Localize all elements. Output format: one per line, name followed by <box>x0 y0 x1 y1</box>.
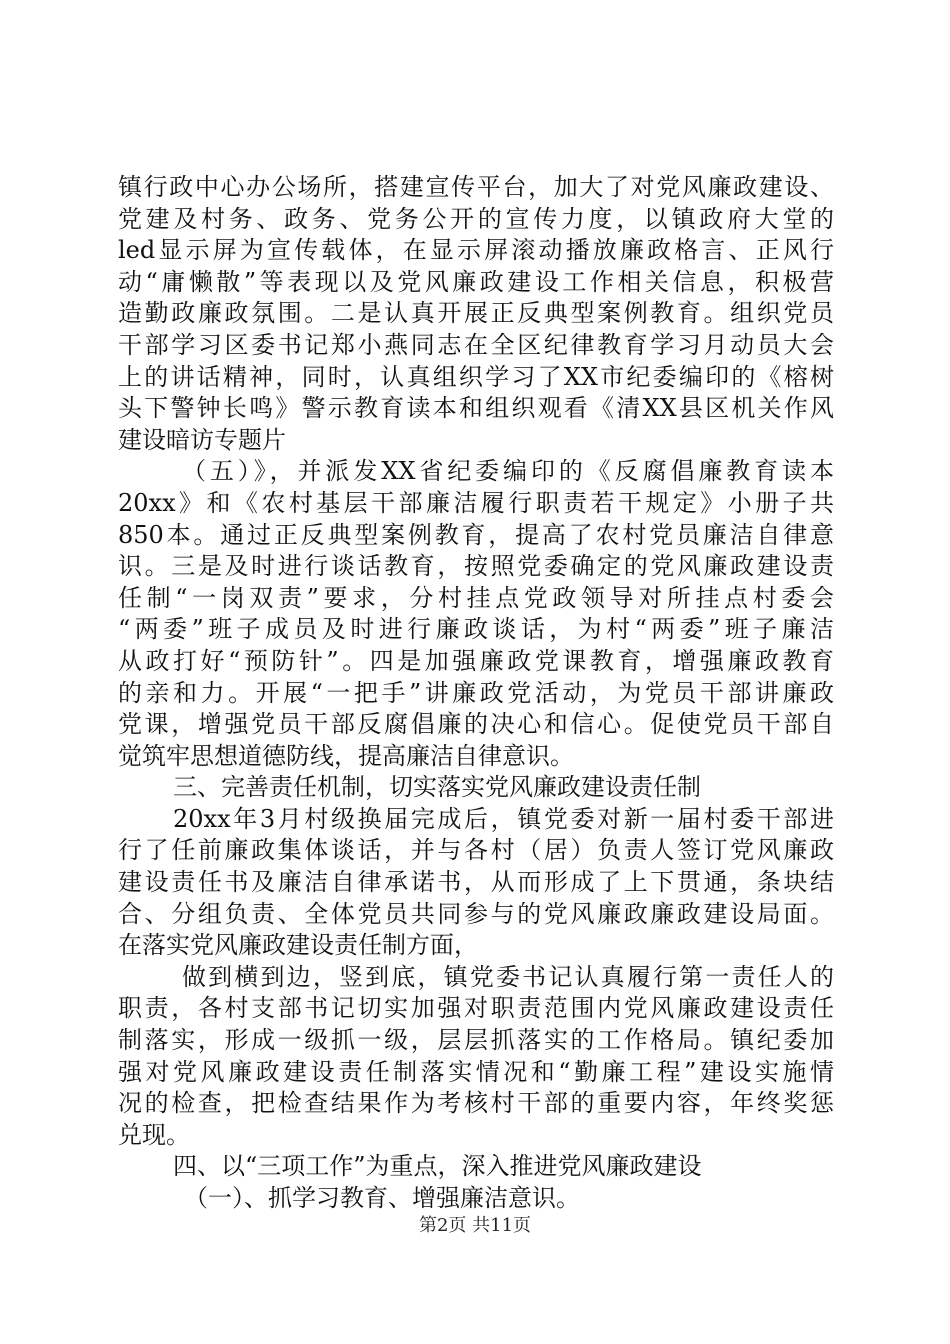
text-line: 造勤政廉政氛围。二是认真开展正反典型案例教育。组织党员 <box>118 299 834 328</box>
text-line: 做到横到边，竖到底，镇党委书记认真履行第一责任人的 <box>182 962 834 991</box>
text-line: 头下警钟长鸣》警示教育读本和组织观看《清XX县区机关作风 <box>118 394 834 423</box>
text-line: 建设责任书及廉洁自律承诺书，从而形成了上下贯通，条块结 <box>118 868 834 897</box>
text-line: 况的检查，把检查结果作为考核村干部的重要内容，年终奖惩 <box>118 1089 834 1118</box>
text-line: 兑现。 <box>118 1120 190 1149</box>
text-line: 制落实，形成一级抓一级，层层抓落实的工作格局。镇纪委加 <box>118 1026 834 1055</box>
text-line: 行了任前廉政集体谈话，并与各村（居）负责人签订党风廉政 <box>118 836 834 865</box>
text-line: 动“庸懒散”等表现以及党风廉政建设工作相关信息，积极营 <box>118 267 834 296</box>
text-line: 的亲和力。开展“一把手”讲廉政党活动，为党员干部讲廉政 <box>118 678 834 707</box>
text-line: 从政打好“预防针”。四是加强廉政党课教育，增强廉政教育 <box>118 646 834 675</box>
text-line: 党建及村务、政务、党务公开的宣传力度，以镇政府大堂的 <box>118 204 834 233</box>
text-line: 建设暗访专题片 <box>118 425 286 454</box>
text-line: 任制“一岗双责”要求，分村挂点党政领导对所挂点村委会 <box>118 583 834 612</box>
text-line: 在落实党风廉政建设责任制方面， <box>118 931 478 960</box>
text-line: 上的讲话精神，同时，认真组织学习了XX市纪委编印的《榕树 <box>118 362 834 391</box>
text-line: 合、分组负责、全体党员共同参与的党风廉政廉政建设局面。 <box>118 899 834 928</box>
page-number-label: 第2页 共11页 <box>418 1215 532 1236</box>
text-line: led显示屏为宣传载体，在显示屏滚动播放廉政格言、正风行 <box>118 236 834 265</box>
document-body <box>118 172 834 1215</box>
text-line: 识。三是及时进行谈话教育，按照党委确定的党风廉政建设责 <box>118 552 834 581</box>
section-heading: 四、以“三项工作”为重点，深入推进党风廉政建设 <box>173 1152 702 1181</box>
text-line: 强对党风廉政建设责任制落实情况和“勤廉工程”建设实施情 <box>118 1057 834 1086</box>
text-line: 党课，增强党员干部反腐倡廉的决心和信心。促使党员干部自 <box>118 710 834 739</box>
text-line: 职责，各村支部书记切实加强对职责范围内党风廉政建设责任 <box>118 994 834 1023</box>
section-heading: 三、完善责任机制，切实落实党风廉政建设责任制 <box>173 773 701 802</box>
text-line: 干部学习区委书记郑小燕同志在全区纪律教育学习月动员大会 <box>118 330 834 359</box>
text-line: 850本。通过正反典型案例教育，提高了农村党员廉洁自律意 <box>118 520 834 549</box>
text-line: 20xx年3月村级换届完成后，镇党委对新一届村委干部进 <box>173 804 834 833</box>
sub-heading: （一）、抓学习教育、增强廉洁意识。 <box>184 1184 580 1212</box>
text-line: （五）》，并派发XX省纪委编印的《反腐倡廉教育读本 <box>182 457 834 486</box>
text-line: 20xx》和《农村基层干部廉洁履行职责若干规定》小册子共 <box>118 488 834 517</box>
text-line: 镇行政中心办公场所，搭建宣传平台，加大了对党风廉政建设、 <box>118 173 834 201</box>
text-line: 觉筑牢思想道德防线，提高廉洁自律意识。 <box>118 741 574 770</box>
page-footer <box>0 1211 950 1237</box>
text-line: “两委”班子成员及时进行廉政谈话，为村“两委”班子廉洁 <box>118 615 834 644</box>
